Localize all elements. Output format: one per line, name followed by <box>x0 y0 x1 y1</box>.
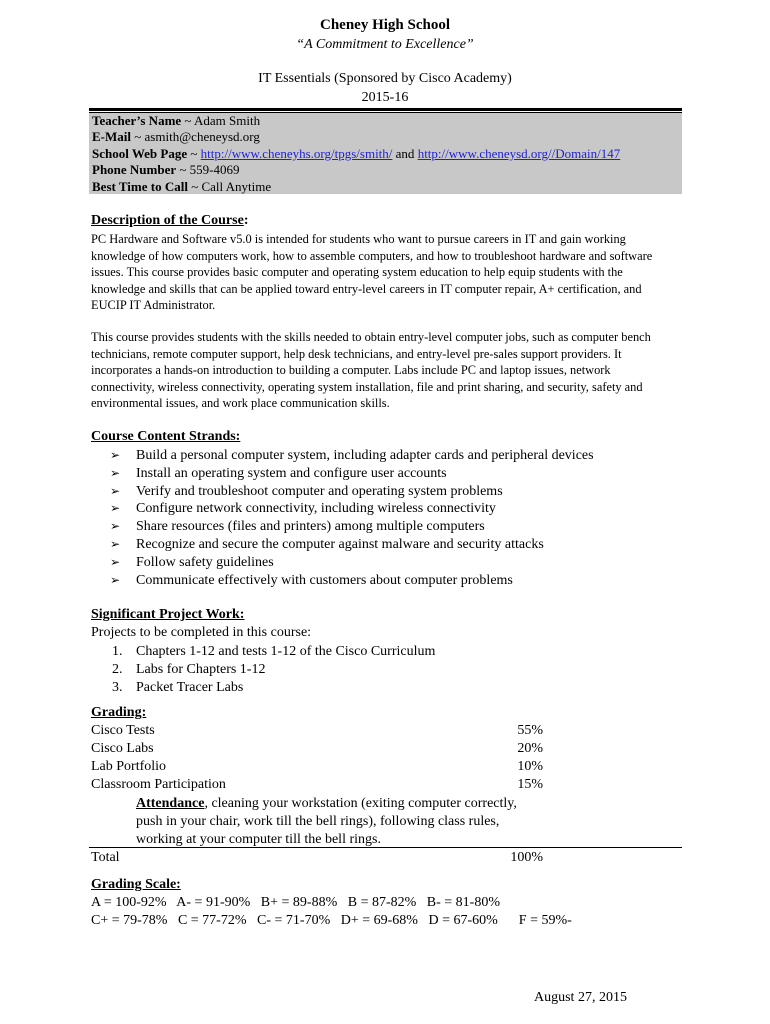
strand-text: Follow safety guidelines <box>136 554 274 570</box>
email-label: E-Mail <box>92 129 131 144</box>
projects-list <box>112 643 435 696</box>
school-motto: “A Commitment to Excellence” <box>296 37 474 52</box>
list-item <box>110 536 594 554</box>
school-year: 2015-16 <box>361 90 409 105</box>
list-number: 1. <box>112 644 123 659</box>
teacher-label: Teacher’s Name <box>92 113 182 128</box>
grading-scale-heading: Grading Scale: <box>91 877 181 892</box>
project-text: Packet Tracer Labs <box>136 679 244 695</box>
course-title: IT Essentials (Sponsored by Cisco Academy) <box>258 71 512 86</box>
list-number: 2. <box>112 661 123 677</box>
document-date: August 27, 2015 <box>534 990 627 1005</box>
strand-text: Configure network connectivity, including wireless connectivity <box>136 501 496 517</box>
school-name: Cheney High School <box>319 17 451 33</box>
strand-text: Communicate effectively with customers about computer problems <box>136 572 513 588</box>
grading-label: Cisco Labs <box>91 741 154 756</box>
list-item <box>112 679 435 697</box>
best-time-line <box>92 179 271 194</box>
arrow-bullet-icon: ➢ <box>110 501 121 516</box>
list-item <box>110 483 594 501</box>
strand-text: Verify and troubleshoot computer and operating system problems <box>136 483 503 499</box>
grading-label: Cisco Tests <box>91 723 155 738</box>
header-divider-thick <box>89 108 682 111</box>
total-label: Total <box>91 850 120 865</box>
grading-percent: 10% <box>517 759 543 774</box>
strands-list <box>110 447 594 589</box>
school-web-link[interactable]: http://www.cheneyhs.org/tpgs/smith/ <box>200 146 393 161</box>
grading-row <box>91 758 543 776</box>
best-time-label: Best Time to Call <box>92 179 188 194</box>
total-divider <box>89 847 682 848</box>
teacher-info-box <box>89 113 682 194</box>
description-paragraph-2 <box>91 329 671 412</box>
project-text: Chapters 1-12 and tests 1-12 of the Cisco Curriculum <box>136 644 436 659</box>
arrow-bullet-icon: ➢ <box>110 572 121 587</box>
grading-label: Lab Portfolio <box>91 759 167 774</box>
list-number: 3. <box>112 679 123 695</box>
web-and: and <box>392 146 418 161</box>
attendance-note <box>136 795 536 849</box>
description-text-1: PC Hardware and Software v5.0 is intended for students who want to pursue careers in IT and gain working knowledge of how computers work, how to assemble computers, and how to troubleshoot hardware and software issues. This course provides basic computer and operating system education to help equip students with the knowledge and skills that can be applied toward entry-level careers in IT computer repair, A+ certification, and EUCIP IT Administrator. <box>91 232 653 313</box>
teacher-name-line <box>92 113 260 128</box>
grading-label: Classroom Participation <box>91 777 226 792</box>
grading-scale-line-2: C+ = 79-78% C = 77-72% C- = 71-70% D+ = 69-68% D = 67-60% F = 59%- <box>91 913 572 928</box>
web-page-line <box>92 146 620 161</box>
arrow-bullet-icon: ➢ <box>110 519 121 534</box>
list-item <box>110 500 594 518</box>
arrow-bullet-icon: ➢ <box>110 554 121 569</box>
projects-heading: Significant Project Work: <box>91 607 245 622</box>
web-separator: ~ <box>187 146 201 161</box>
description-heading <box>91 213 248 229</box>
district-web-link[interactable]: http://www.cheneysd.org//Domain/147 <box>417 146 621 161</box>
description-heading-text: Description of the Course <box>91 213 244 228</box>
list-item <box>110 554 594 572</box>
grading-total-row <box>91 849 543 867</box>
attendance-word: Attendance <box>136 796 205 811</box>
phone-value: ~ 559-4069 <box>176 162 240 177</box>
teacher-value: ~ Adam Smith <box>181 113 261 128</box>
list-item <box>110 572 594 590</box>
email-value: ~ asmith@cheneysd.org <box>131 129 260 144</box>
strand-text: Install an operating system and configure user accounts <box>136 465 447 481</box>
web-label: School Web Page <box>92 146 188 161</box>
grading-heading: Grading: <box>91 705 147 720</box>
grading-row <box>91 776 543 794</box>
projects-intro: Projects to be completed in this course: <box>91 625 312 640</box>
strands-heading: Course Content Strands: <box>91 429 241 444</box>
grading-scale-line-1: A = 100-92% A- = 91-90% B+ = 89-88% B = 87-82% B- = 81-80% <box>91 895 501 910</box>
list-item <box>112 661 435 679</box>
arrow-bullet-icon: ➢ <box>110 536 121 551</box>
description-text-2: This course provides students with the skills needed to obtain entry-level computer jobs, such as computer bench technicians, remote computer support, help desk technicians, and entry-level pre-sales support providers. It incorporates a hands-on introduction to building a computer. Labs include PC and laptop issues, network connectivity, wireless connectivity, operating system installation, file and print sharing, and security, safety and environmental issues, and work place communication skills. <box>91 330 651 411</box>
strand-text: Share resources (files and printers) among multiple computers <box>136 519 485 535</box>
attendance-text: , cleaning your workstation (exiting computer correctly, push in your chair, work till the bell rings), following class rules, working at your computer till the bell rings. <box>136 796 517 847</box>
email-line <box>92 129 260 144</box>
grading-percent: 20% <box>517 741 543 756</box>
grading-row <box>91 740 543 758</box>
strand-text: Recognize and secure the computer against malware and security attacks <box>136 536 544 552</box>
project-text: Labs for Chapters 1-12 <box>136 661 266 677</box>
total-percent: 100% <box>510 850 543 865</box>
phone-label: Phone Number <box>92 162 177 177</box>
best-time-value: ~ Call Anytime <box>187 179 272 194</box>
arrow-bullet-icon: ➢ <box>110 448 121 462</box>
grading-percent: 55% <box>517 723 543 738</box>
list-item <box>110 465 594 483</box>
arrow-bullet-icon: ➢ <box>110 465 121 480</box>
phone-line <box>92 162 240 177</box>
list-item <box>110 518 594 536</box>
grading-percent: 15% <box>517 777 543 792</box>
strand-text: Build a personal computer system, including adapter cards and peripheral devices <box>136 448 594 463</box>
list-item <box>112 643 435 661</box>
arrow-bullet-icon: ➢ <box>110 483 121 498</box>
description-heading-colon: : <box>243 213 249 228</box>
list-item <box>110 447 594 465</box>
grading-row <box>91 722 543 740</box>
description-paragraph-1 <box>91 231 671 314</box>
